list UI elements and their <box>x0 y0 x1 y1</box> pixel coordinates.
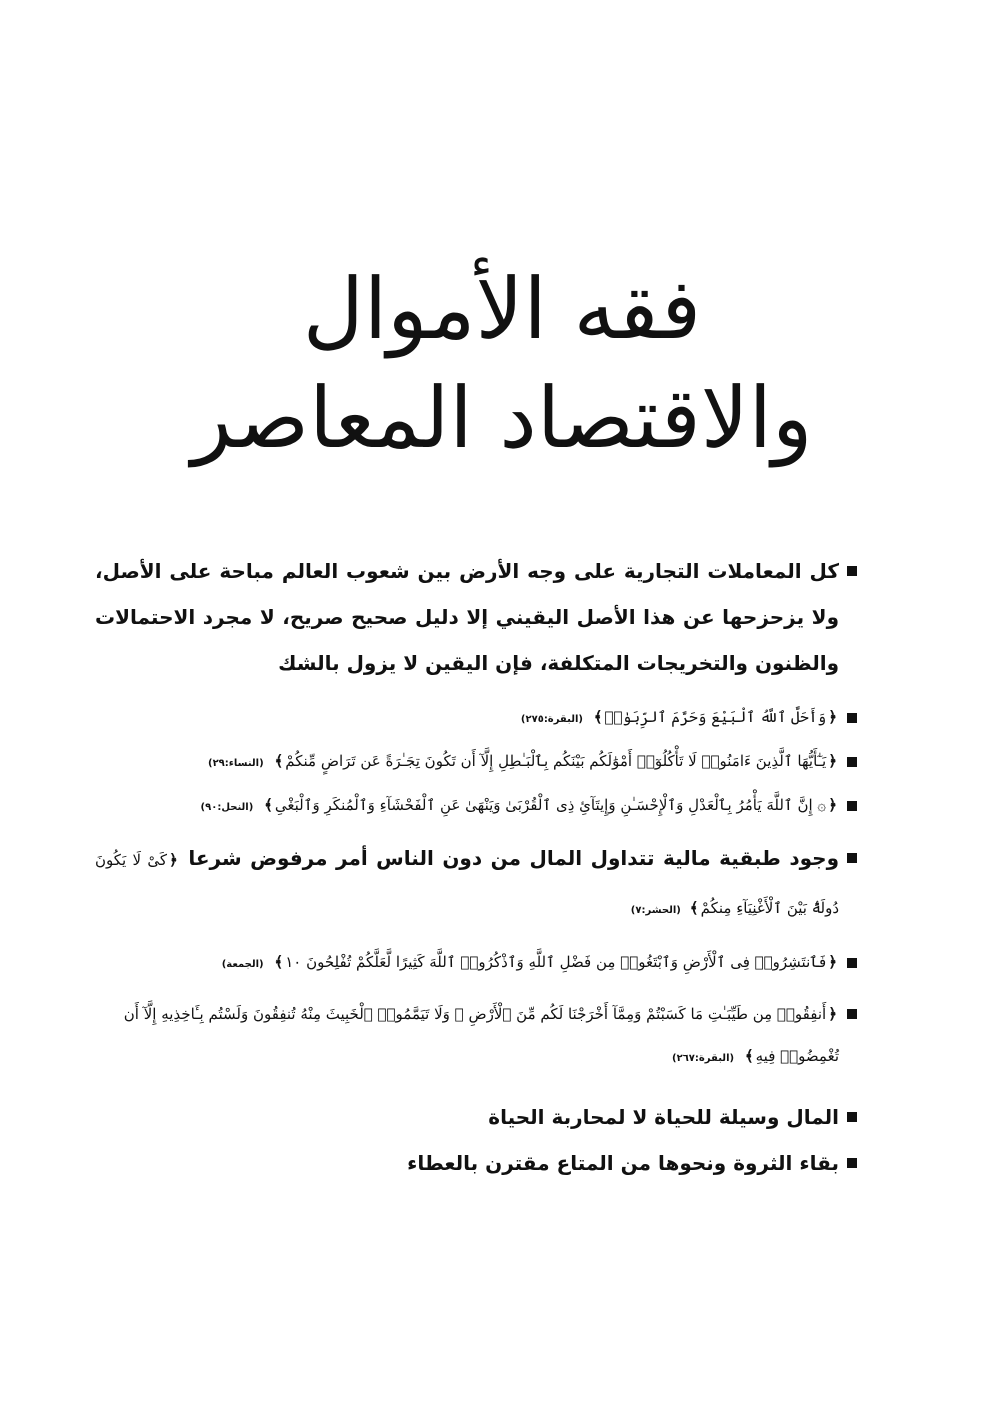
page-title-line-2: والاقتصاد المعاصر <box>191 369 813 468</box>
verse-container <box>95 792 839 821</box>
verse-text: فَٱنتَشِرُوا۟ فِى ٱلْأَرْضِ وَٱبْتَغُوا۟ مِن فَضْلِ ٱللَّهِ وَٱذْكُرُوا۟ ٱللَّهَ كَثِيرًا لَّعَلَّكُمْ تُفْلِحُونَ ١٠ <box>285 953 827 971</box>
list-item-verse-baqarah-275 <box>95 704 857 733</box>
square-bullet-icon <box>847 1112 857 1122</box>
verse-text: أَنفِقُوا۟ مِن طَيِّبَـٰتِ مَا كَسَبْتُمْ وَمِمَّآ أَخْرَجْنَا لَكُم مِّنَ ٱلْأَرْضِ ۖ وَلَا تَيَمَّمُوا۟ ٱلْخَبِيثَ مِنْهُ تُنفِقُونَ وَلَسْتُم بِـَٔاخِذِيهِ إِلَّآ أَن تُغْمِضُوا۟ فِيهِ <box>123 1005 839 1065</box>
verse-text: يَـٰٓأَيُّهَا ٱلَّذِينَ ءَامَنُوا۟ لَا تَأْكُلُوٓا۟ أَمْوَٰلَكُم بَيْنَكُم بِٱلْبَـٰطِلِ إِلَّآ أَن تَكُونَ تِجَـٰرَةً عَن تَرَاضٍ مِّنكُمْ <box>285 752 827 770</box>
list-item-verse-nahl-90 <box>95 792 857 821</box>
list-item-wealth-means-of-life <box>95 1094 857 1140</box>
verse-container <box>95 949 839 978</box>
title-block <box>0 255 1004 473</box>
verse-reference: (البقرة:٢٦٧) <box>672 1053 735 1064</box>
verse-container <box>95 704 839 733</box>
square-bullet-icon <box>847 958 857 968</box>
list-item-trade-permissibility <box>95 548 857 686</box>
verse-text: كَىْ لَا يَكُونَ دُولَةًۢ بَيْنَ ٱلْأَغْنِيَآءِ مِنكُمْ <box>95 851 839 917</box>
verse-container <box>95 993 839 1080</box>
verse-close-bracket: ﴾ <box>593 708 603 726</box>
verse-container <box>95 748 839 777</box>
list-item-wealth-class <box>95 835 857 934</box>
verse-close-bracket: ﴾ <box>274 752 284 770</box>
list-item-verse-jumuah-10 <box>95 949 857 978</box>
verse-reference: (البقرة:٢٧٥) <box>520 714 583 725</box>
verse-reference: (الحشر:٧) <box>630 905 681 916</box>
item-text: بقاء الثروة ونحوها من المتاع مقترن بالعطاء <box>407 1151 839 1175</box>
item-text: وجود طبقية مالية تتداول المال من دون الناس أمر مرفوض شرعا <box>188 846 840 870</box>
list-item-verse-baqarah-267 <box>95 993 857 1080</box>
verse-open-bracket: ﴿ <box>828 708 837 726</box>
verse-open-bracket: ﴿ <box>828 953 837 971</box>
verse-close-bracket: ﴾ <box>744 1047 754 1065</box>
verse-close-bracket: ﴾ <box>264 796 273 814</box>
square-bullet-icon <box>847 757 857 767</box>
square-bullet-icon <box>847 713 857 723</box>
square-bullet-icon <box>847 566 857 576</box>
verse-text: ۞ إِنَّ ٱللَّهَ يَأْمُرُ بِٱلْعَدْلِ وَٱلْإِحْسَـٰنِ وَإِيتَآئِ ذِى ٱلْقُرْبَىٰ وَيَنْهَىٰ عَنِ ٱلْفَحْشَآءِ وَٱلْمُنكَرِ وَٱلْبَغْىِ <box>274 796 827 814</box>
verse-open-bracket: ﴿ <box>828 1005 837 1023</box>
verse-text: وَأَحَلَّ ٱللَّهُ ٱلْبَيْعَ وَحَرَّمَ ٱلرِّبَوٰا۟ <box>604 708 827 726</box>
verse-open-bracket: ﴿ <box>169 851 178 869</box>
verse-open-bracket: ﴿ <box>828 796 837 814</box>
verse-reference: (النساء:٢٩) <box>208 758 264 769</box>
item-text: كل المعاملات التجارية على وجه الأرض بين شعوب العالم مباحة على الأصل، ولا يزحزحها عن هذا الأصل اليقيني إلا دليل صحيح صريح، لا مجرد الاحتمالات والظنون والتخريجات المتكلفة، فإن اليقين لا يزول بالشك <box>95 559 839 675</box>
verse-open-bracket: ﴿ <box>828 752 837 770</box>
square-bullet-icon <box>847 1009 857 1019</box>
square-bullet-icon <box>847 853 857 863</box>
square-bullet-icon <box>847 1158 857 1168</box>
square-bullet-icon <box>847 801 857 811</box>
verse-reference: (النحل:٩٠) <box>200 802 254 813</box>
item-text-container <box>95 835 839 934</box>
content-list <box>95 548 857 1186</box>
list-item-wealth-giving <box>95 1140 857 1186</box>
page-title-line-1: فقه الأموال <box>302 260 702 358</box>
verse-reference: (الجمعة) <box>221 959 264 970</box>
list-item-verse-nisa-29 <box>95 748 857 777</box>
verse-close-bracket: ﴾ <box>274 953 284 971</box>
verse-close-bracket: ﴾ <box>689 899 699 917</box>
item-text: المال وسيلة للحياة لا لمحاربة الحياة <box>488 1105 839 1129</box>
